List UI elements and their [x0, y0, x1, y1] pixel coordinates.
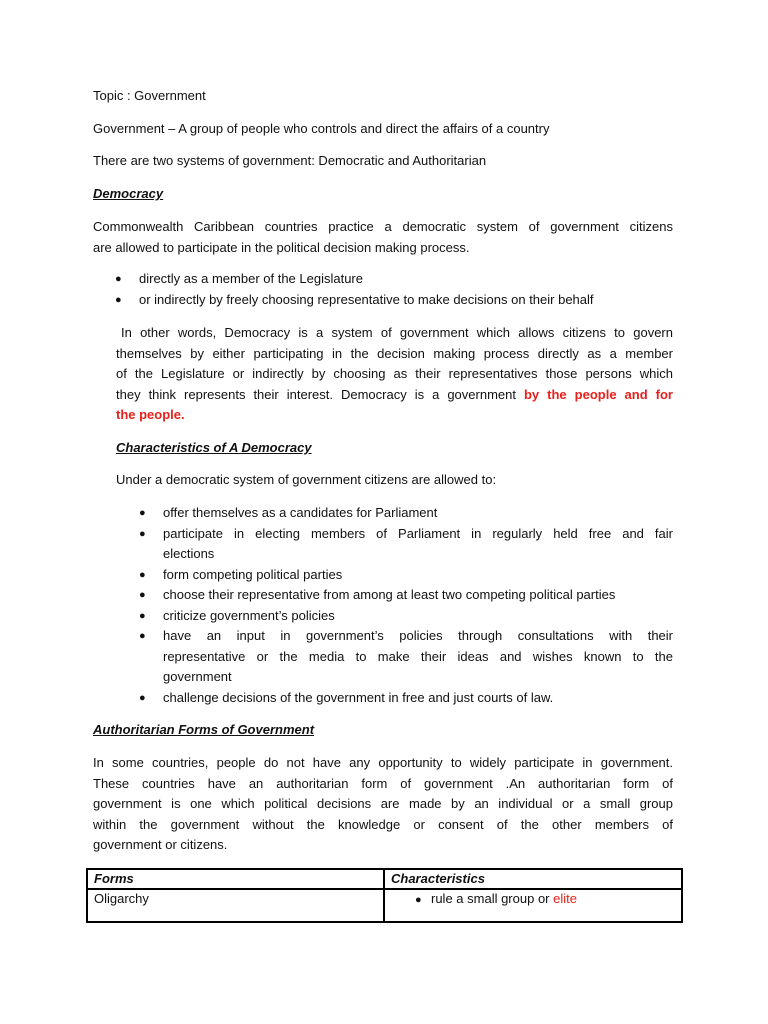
paragraph-line — [116, 385, 673, 406]
table-header-row — [87, 869, 682, 889]
democracy-intro — [93, 217, 673, 258]
authoritarian-paragraph — [93, 753, 673, 856]
paragraph-line: These countries have an authoritarian form of government .An authoritarian form of — [93, 775, 673, 791]
list-item — [139, 585, 673, 606]
list-item-text: have an input in government’s policies through consultations with their — [163, 628, 673, 643]
democracy-heading: Democracy — [93, 186, 164, 201]
paragraph-line: government or citizens. — [93, 837, 228, 852]
characteristics-intro: Under a democratic system of government citizens are allowed to: — [116, 472, 497, 487]
list-item — [139, 688, 673, 709]
table-cell-text: rule a small group or — [431, 891, 554, 906]
authoritarian-heading: Authoritarian Forms of Government — [93, 722, 315, 737]
paragraph-line: within the government without the knowledge or consent of the other members of — [93, 816, 673, 832]
table-cell-form: Oligarchy — [87, 889, 384, 922]
characteristics-heading: Characteristics of A Democracy — [116, 440, 312, 455]
table-cell-characteristics — [384, 889, 682, 922]
bullet-dot-icon: ● — [139, 630, 146, 642]
bullet-dot-icon: ● — [139, 691, 146, 704]
list-item-text: government — [163, 669, 232, 684]
table-header-forms: Forms — [87, 869, 384, 889]
table-header-characteristics: Characteristics — [384, 869, 682, 889]
paragraph-line: themselves by either participating in the decision making process directly as a member — [116, 345, 673, 361]
bullet-dot-icon: ● — [115, 293, 122, 306]
paragraph-line: government is one which political decisions are made by an individual or a small group — [93, 796, 673, 811]
bullet-dot-icon: ● — [139, 527, 146, 540]
list-item — [115, 290, 675, 311]
democracy-bullet-list — [115, 269, 675, 310]
bullet-dot-icon: ● — [139, 589, 146, 601]
list-item-text: or indirectly by freely choosing representative to make decisions on their behalf — [139, 291, 594, 307]
list-item-text: choose their representative from among at least two competing political parties — [163, 587, 616, 602]
list-item-text: criticize government’s policies — [163, 607, 335, 623]
democracy-intro-line: are allowed to participate in the political decision making process. — [93, 239, 470, 255]
bullet-dot-icon: ● — [139, 568, 146, 581]
list-item — [115, 269, 675, 290]
list-item-text: participate in electing members of Parliament in regularly held free and fair — [163, 525, 673, 541]
bullet-dot-icon: ● — [115, 273, 122, 285]
list-item-text: directly as a member of the Legislature — [139, 271, 363, 286]
characteristics-bullet-list — [139, 503, 673, 708]
highlight-text: elite — [553, 891, 577, 906]
highlight-text: the people. — [116, 407, 185, 422]
list-item — [139, 565, 673, 586]
list-item-text: representative or the media to make their ideas and wishes known to the — [163, 648, 673, 664]
bullet-dot-icon: ● — [139, 507, 146, 519]
highlight-text: by the people and for — [523, 386, 673, 402]
list-item — [139, 626, 673, 688]
bullet-dot-icon: ● — [139, 609, 146, 622]
government-definition: Government – A group of people who controls and direct the affairs of a country — [93, 121, 550, 136]
forms-table — [86, 868, 683, 923]
other-words-paragraph — [116, 323, 673, 426]
list-item — [139, 524, 673, 565]
paragraph-line: of the Legislature or indirectly by choosing as their representatives those persons which — [116, 366, 673, 381]
paragraph-line: In other words, Democracy is a system of government which allows citizens to govern — [121, 325, 673, 340]
list-item-text: form competing political parties — [163, 566, 343, 582]
two-systems-line: There are two systems of government: Democratic and Authoritarian — [93, 153, 487, 168]
paragraph-text: they think represents their interest. Democracy is a government — [116, 386, 524, 402]
paragraph-line: In some countries, people do not have any opportunity to widely participate in government. — [93, 755, 673, 770]
list-item-text: challenge decisions of the government in free and just courts of law. — [163, 689, 554, 705]
list-item — [139, 606, 673, 627]
list-item-text: elections — [163, 546, 215, 561]
table-row — [87, 889, 682, 922]
list-item-text: offer themselves as a candidates for Parliament — [163, 505, 438, 520]
topic-line: Topic : Government — [93, 88, 206, 103]
democracy-intro-line: Commonwealth Caribbean countries practice a democratic system of government citizens — [93, 219, 673, 234]
bullet-dot-icon: ● — [415, 894, 422, 906]
list-item — [139, 503, 673, 524]
